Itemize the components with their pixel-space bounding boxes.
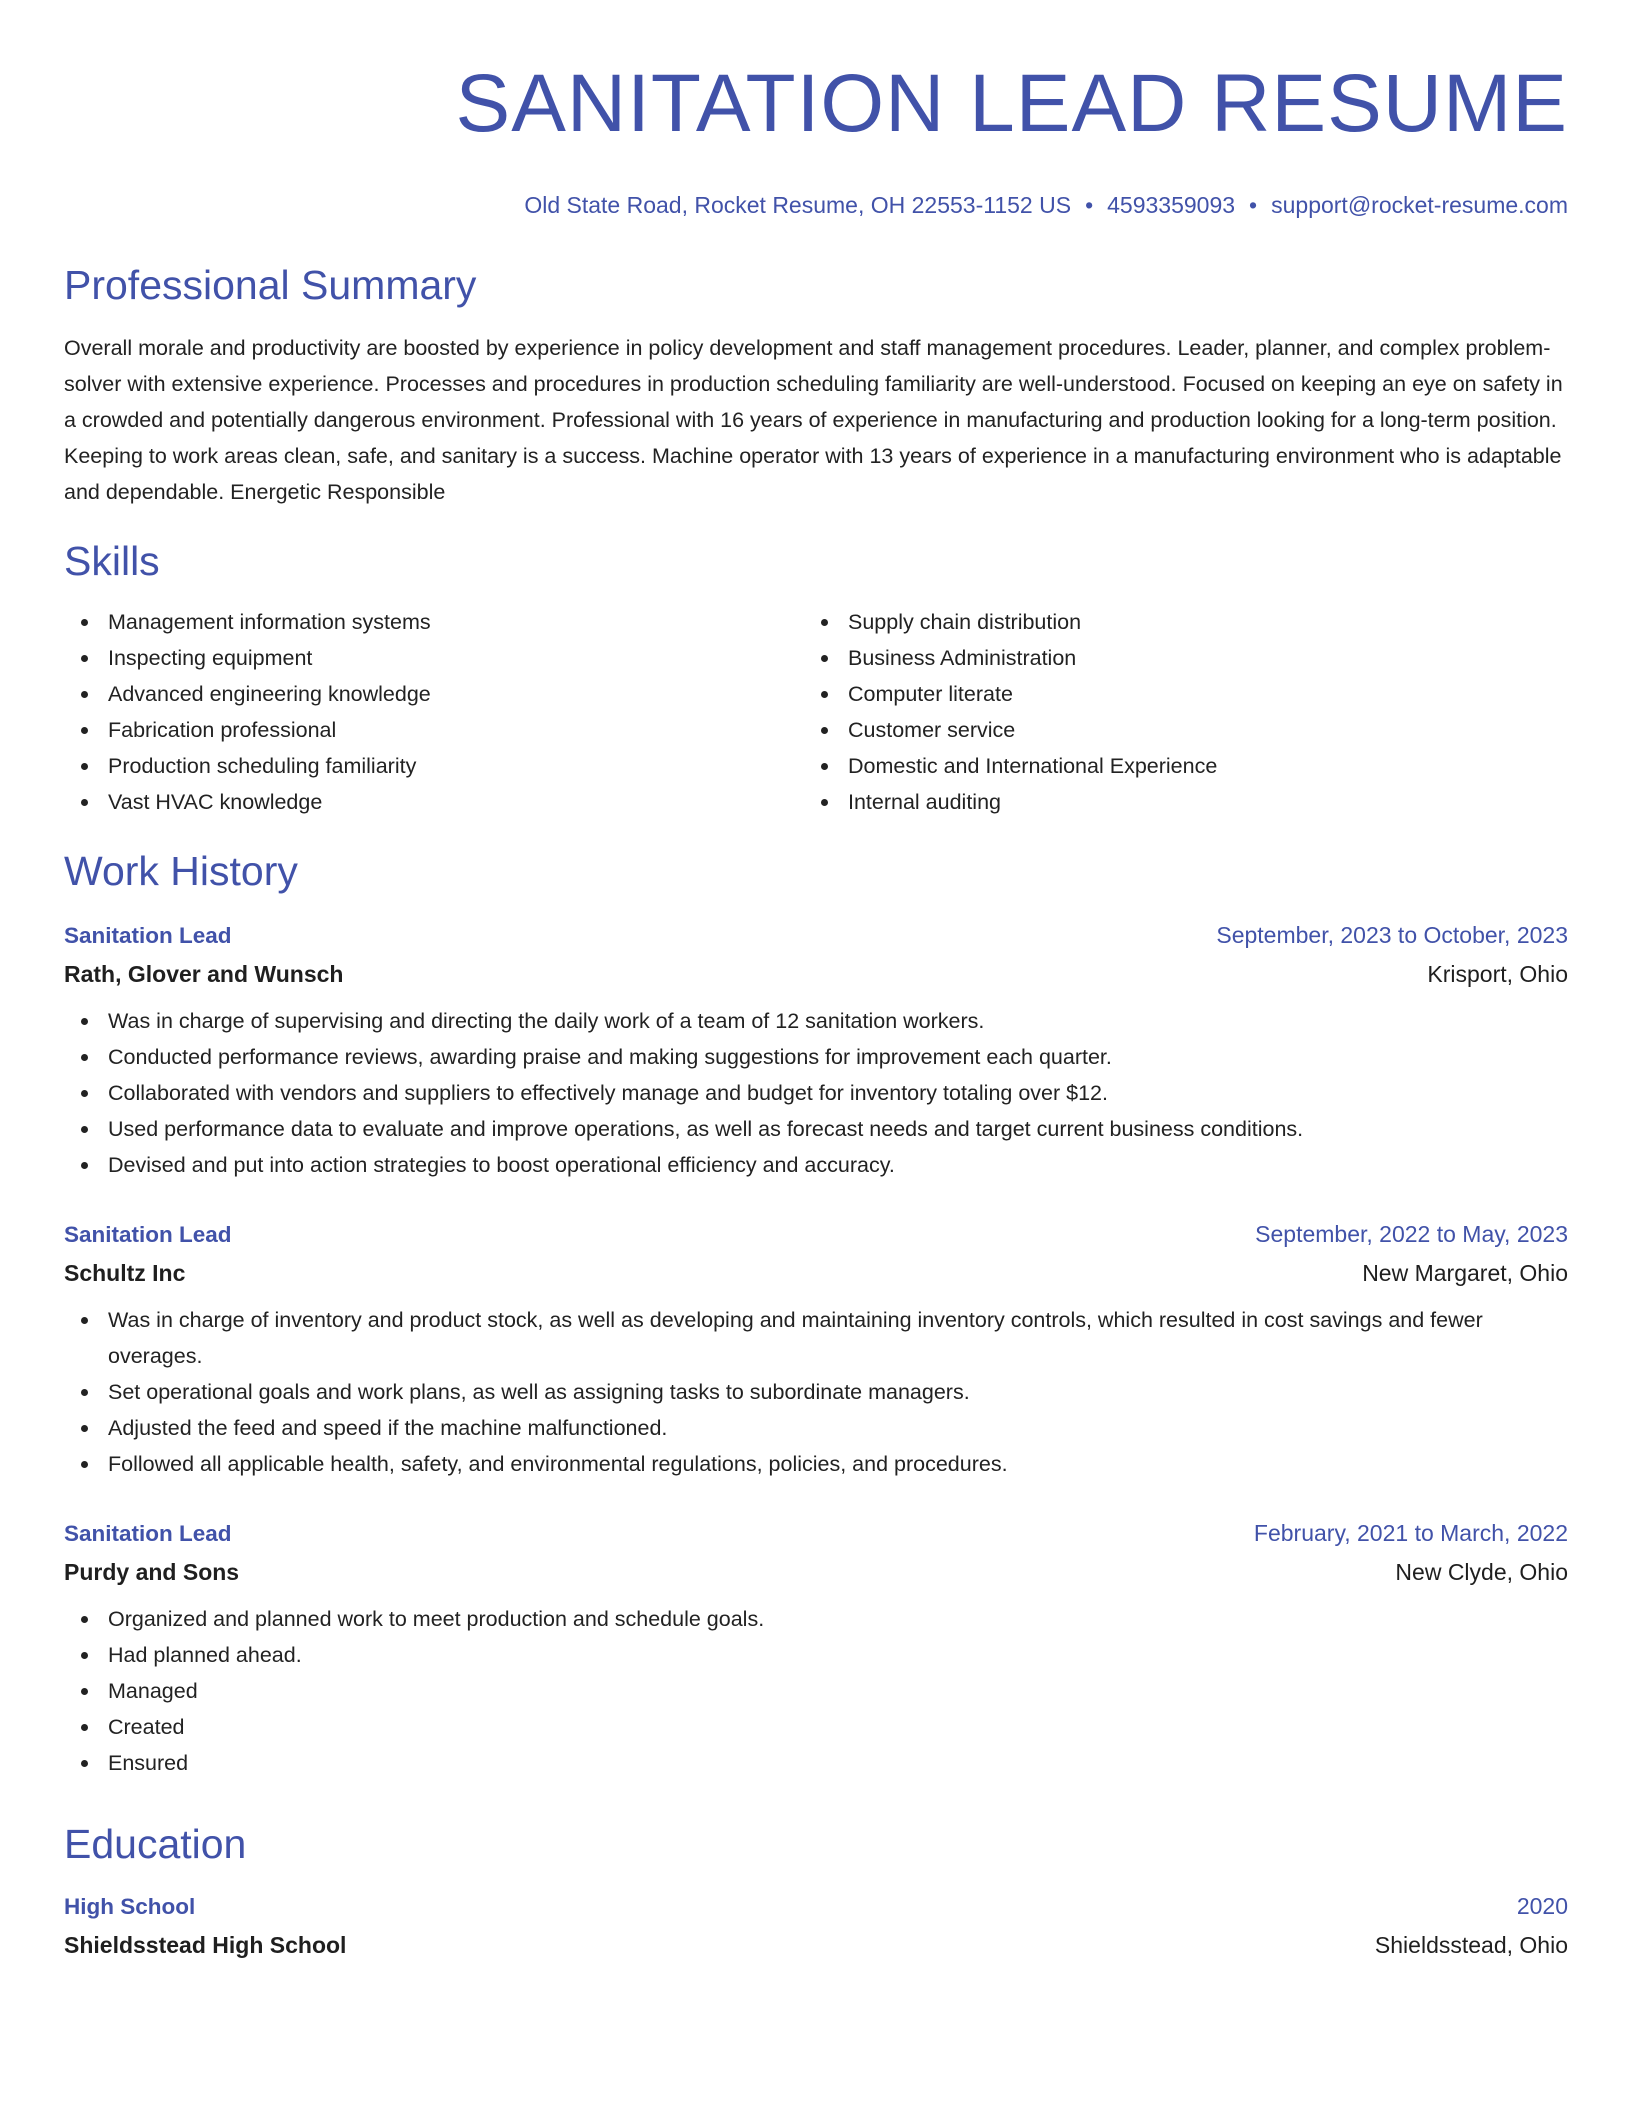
job-title: Sanitation Lead <box>64 1521 232 1546</box>
job-dates: September, 2023 to October, 2023 <box>1216 922 1568 948</box>
resume-header <box>64 56 1568 220</box>
job-bullet: Ensured <box>64 1745 1568 1781</box>
skill-item: Internal auditing <box>804 784 1544 820</box>
contact-phone: 4593359093 <box>1107 192 1236 218</box>
job-bullet: Managed <box>64 1673 1568 1709</box>
education-location: Shieldsstead, Ohio <box>1374 1932 1568 1958</box>
job-bullet: Set operational goals and work plans, as well as assigning tasks to subordinate managers. <box>64 1374 1568 1410</box>
contact-line <box>64 190 1568 220</box>
job-location: New Clyde, Ohio <box>1395 1559 1568 1585</box>
job-company: Schultz Inc <box>64 1260 186 1286</box>
job-entry <box>64 1518 1568 1781</box>
work-history-heading: Work History <box>64 848 298 894</box>
education-entry <box>64 1891 1568 1960</box>
job-header-row <box>64 1219 1568 1250</box>
skill-item: Vast HVAC knowledge <box>64 784 804 820</box>
job-bullet: Conducted performance reviews, awarding praise and making suggestions for improvement each quarter. <box>64 1039 1568 1075</box>
job-bullets <box>64 1302 1568 1482</box>
job-company: Rath, Glover and Wunsch <box>64 961 344 987</box>
summary-heading: Professional Summary <box>64 262 477 308</box>
job-bullet: Followed all applicable health, safety, and environmental regulations, policies, and procedures. <box>64 1446 1568 1482</box>
skill-item: Production scheduling familiarity <box>64 748 804 784</box>
resume-title: SANITATION LEAD RESUME <box>455 58 1568 149</box>
skill-item: Domestic and International Experience <box>804 748 1544 784</box>
contact-separator: • <box>1249 192 1258 218</box>
skill-item: Computer literate <box>804 676 1544 712</box>
skill-item: Fabrication professional <box>64 712 804 748</box>
skills-columns <box>64 604 1568 820</box>
education-degree: High School <box>64 1894 196 1919</box>
skills-right-list <box>804 604 1544 820</box>
summary-text: Overall morale and productivity are boosted by experience in policy development and staff management procedures. Leader, planner, and complex problem-solver with extensive experience. Processes and procedures in production scheduling familiarity are well-understood. Focused on keeping an eye on safety in a crowded and potentially dangerous environment. Professional with 16 years of experience in manufacturing and production looking for a long-term position. Keeping to work areas clean, safe, and sanitary is a success. Machine operator with 13 years of experience in a manufacturing environment who is adaptable and dependable. Energetic Responsible <box>64 336 1563 504</box>
education-heading: Education <box>64 1821 247 1867</box>
skill-item: Supply chain distribution <box>804 604 1544 640</box>
job-company-row <box>64 1258 1568 1288</box>
job-bullet: Organized and planned work to meet production and schedule goals. <box>64 1601 1568 1637</box>
job-bullet: Had planned ahead. <box>64 1637 1568 1673</box>
contact-separator: • <box>1085 192 1094 218</box>
job-bullet: Adjusted the feed and speed if the machine malfunctioned. <box>64 1410 1568 1446</box>
job-title: Sanitation Lead <box>64 1222 232 1247</box>
contact-address: Old State Road, Rocket Resume, OH 22553-1152 US <box>524 192 1072 218</box>
skill-item: Management information systems <box>64 604 804 640</box>
job-company-row <box>64 959 1568 989</box>
job-location: Krisport, Ohio <box>1427 961 1568 987</box>
skill-item: Customer service <box>804 712 1544 748</box>
skills-heading: Skills <box>64 538 160 584</box>
education-school: Shieldsstead High School <box>64 1932 347 1958</box>
job-company-row <box>64 1557 1568 1587</box>
job-bullets <box>64 1003 1568 1183</box>
education-school-row <box>64 1930 1568 1960</box>
job-header-row <box>64 920 1568 951</box>
skill-item: Business Administration <box>804 640 1544 676</box>
job-location: New Margaret, Ohio <box>1362 1260 1568 1286</box>
job-dates: February, 2021 to March, 2022 <box>1253 1520 1568 1546</box>
education-year: 2020 <box>1516 1893 1568 1919</box>
job-entry <box>64 1219 1568 1482</box>
skill-item: Advanced engineering knowledge <box>64 676 804 712</box>
job-bullets <box>64 1601 1568 1781</box>
job-header-row <box>64 1518 1568 1549</box>
skill-item: Inspecting equipment <box>64 640 804 676</box>
job-entry <box>64 920 1568 1183</box>
skills-left-list <box>64 604 804 820</box>
job-company: Purdy and Sons <box>64 1559 240 1585</box>
job-bullet: Devised and put into action strategies to boost operational efficiency and accuracy. <box>64 1147 1568 1183</box>
job-bullet: Used performance data to evaluate and improve operations, as well as forecast needs and target current business conditions. <box>64 1111 1568 1147</box>
education-header-row <box>64 1891 1568 1922</box>
job-bullet: Collaborated with vendors and suppliers to effectively manage and budget for inventory totaling over $12. <box>64 1075 1568 1111</box>
job-bullet: Was in charge of supervising and directing the daily work of a team of 12 sanitation workers. <box>64 1003 1568 1039</box>
job-title: Sanitation Lead <box>64 923 232 948</box>
contact-email[interactable]: support@rocket-resume.com <box>1271 192 1568 218</box>
job-dates: September, 2022 to May, 2023 <box>1255 1221 1568 1247</box>
job-bullet: Was in charge of inventory and product stock, as well as developing and maintaining inventory controls, which resulted in cost savings and fewer overages. <box>64 1302 1568 1374</box>
job-bullet: Created <box>64 1709 1568 1745</box>
